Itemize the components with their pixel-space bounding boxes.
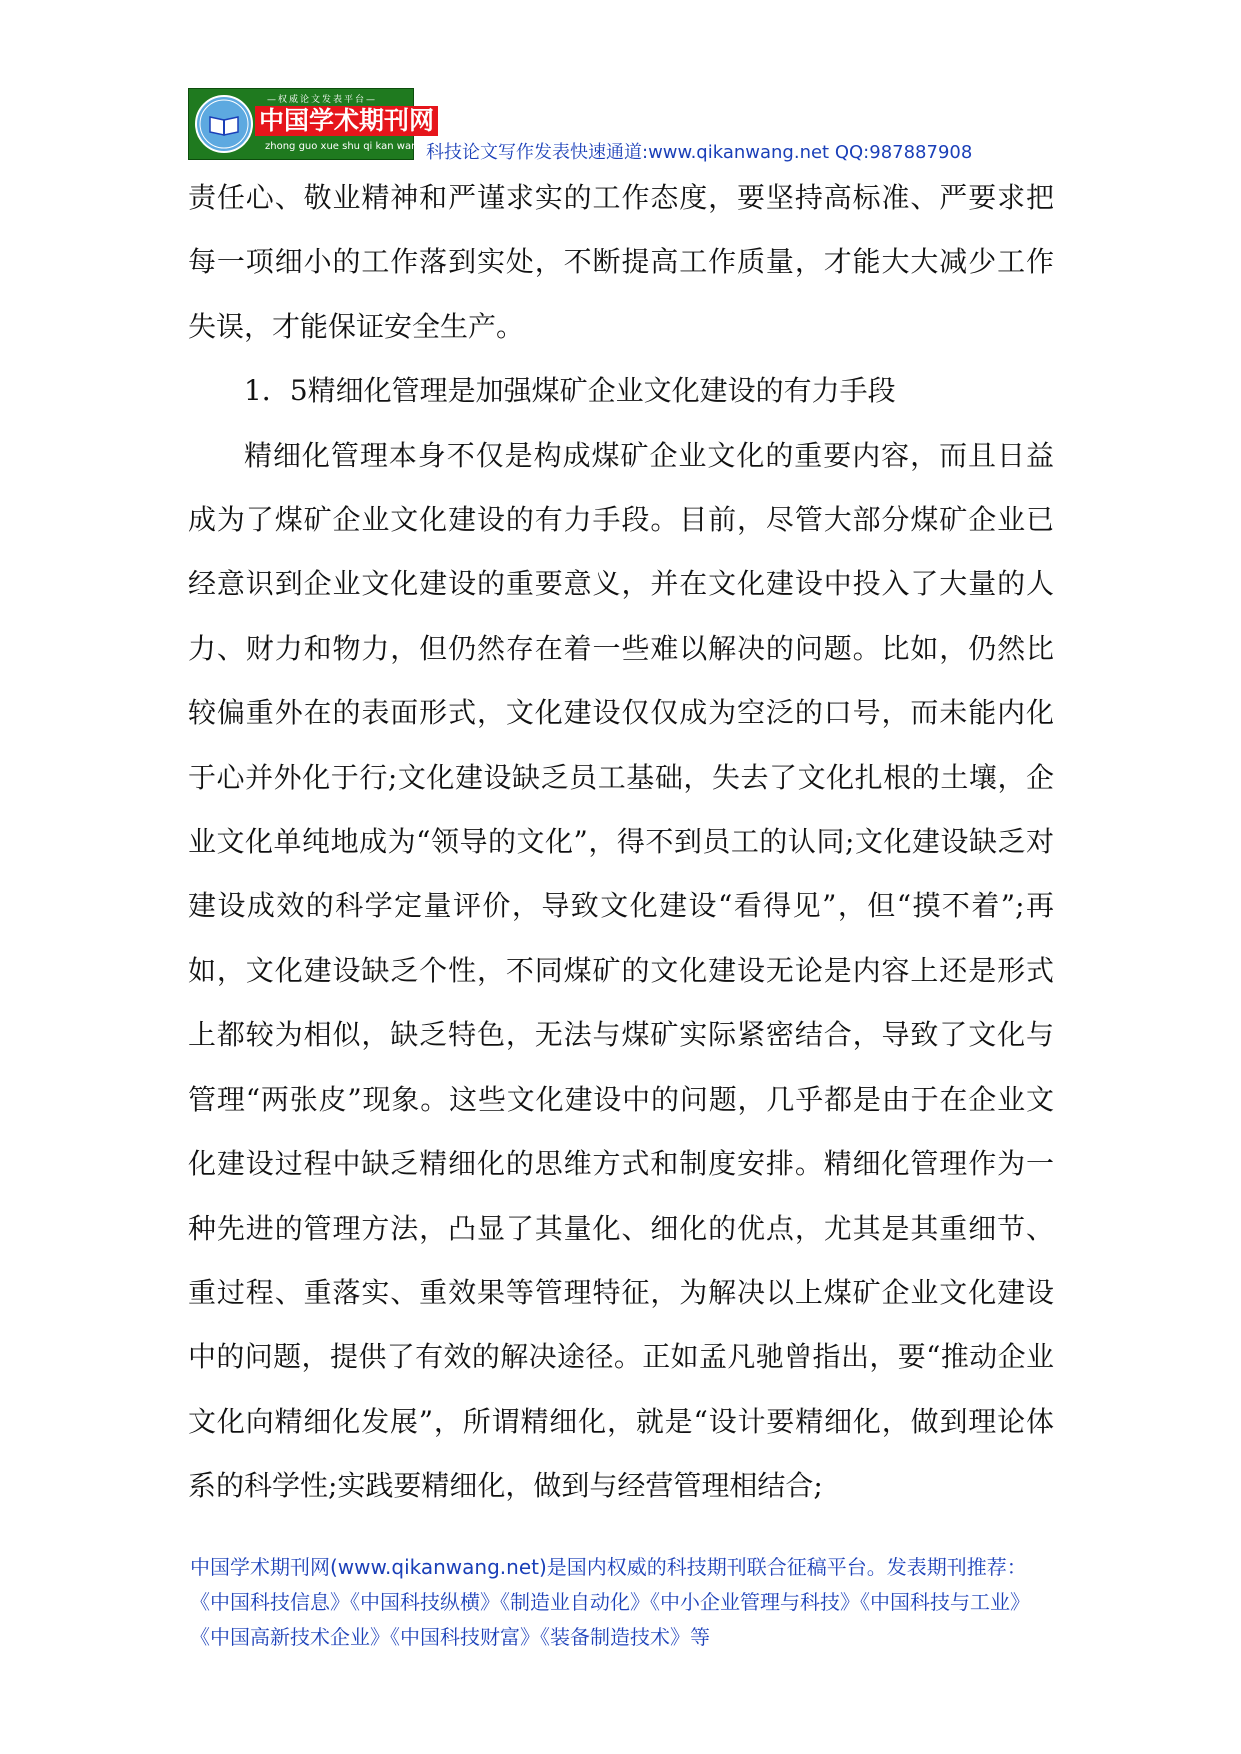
page-footer: 中国学术期刊网(www.qikanwang.net)是国内权威的科技期刊联合征稿平台。发表期刊推荐：《中国科技信息》《中国科技纵横》《制造业自动化》《中小企业管理与科技》《中国科技与工业》《中国高新技术企业》《中国科技财富》《装备制造技术》等: [190, 1555, 1030, 1649]
page-header: [188, 88, 1068, 166]
section-heading: 1．5精细化管理是加强煤矿企业文化建设的有力手段: [244, 374, 896, 408]
header-tagline[interactable]: 科技论文写作发表快速通道:www.qikanwang.net QQ:987887908: [426, 142, 973, 163]
site-logo[interactable]: [188, 88, 435, 160]
paragraph-continuation: 责任心、敬业精神和严谨求实的工作态度，要坚持高标准、严要求把每一项细小的工作落到实处，不断提高工作质量，才能大大减少工作失误，才能保证安全生产。: [188, 181, 1054, 343]
logo-site-name: 中国学术期刊网: [255, 106, 438, 136]
article-body: [188, 166, 1054, 1519]
logo-slogan: —权威论文发表平台—: [267, 95, 378, 105]
paragraph: 精细化管理本身不仅是构成煤矿企业文化的重要内容，而且日益成为了煤矿企业文化建设的有力手段。目前，尽管大部分煤矿企业已经意识到企业文化建设的重要意义，并在文化建设中投入了大量的人力、财力和物力，但仍然存在着一些难以解决的问题。比如，仍然比较偏重外在的表面形式，文化建设仅仅成为空泛的口号，而未能内化于心并外化于行;文化建设缺乏员工基础，失去了文化扎根的土壤，企业文化单纯地成为“领导的文化”，得不到员工的认同;文化建设缺乏对建设成效的科学定量评价，导致文化建设“看得见”，但“摸不着”;再如，文化建设缺乏个性，不同煤矿的文化建设无论是内容上还是形式上都较为相似，缺乏特色，无法与煤矿实际紧密结合，导致了文化与管理“两张皮”现象。这些文化建设中的问题，几乎都是由于在企业文化建设过程中缺乏精细化的思维方式和制度安排。精细化管理作为一种先进的管理方法，凸显了其量化、细化的优点，尤其是其重细节、重过程、重落实、重效果等管理特征，为解决以上煤矿企业文化建设中的问题，提供了有效的解决途径。正如孟凡驰曾指出，要“推动企业文化向精细化发展”，所谓精细化，就是“设计要精细化，做到理论体系的科学性;实践要精细化，做到与经营管理相结合;: [188, 438, 1054, 1503]
book-emblem-icon: [195, 95, 253, 153]
logo-pinyin: zhong guo xue shu qi kan wang: [265, 141, 424, 152]
